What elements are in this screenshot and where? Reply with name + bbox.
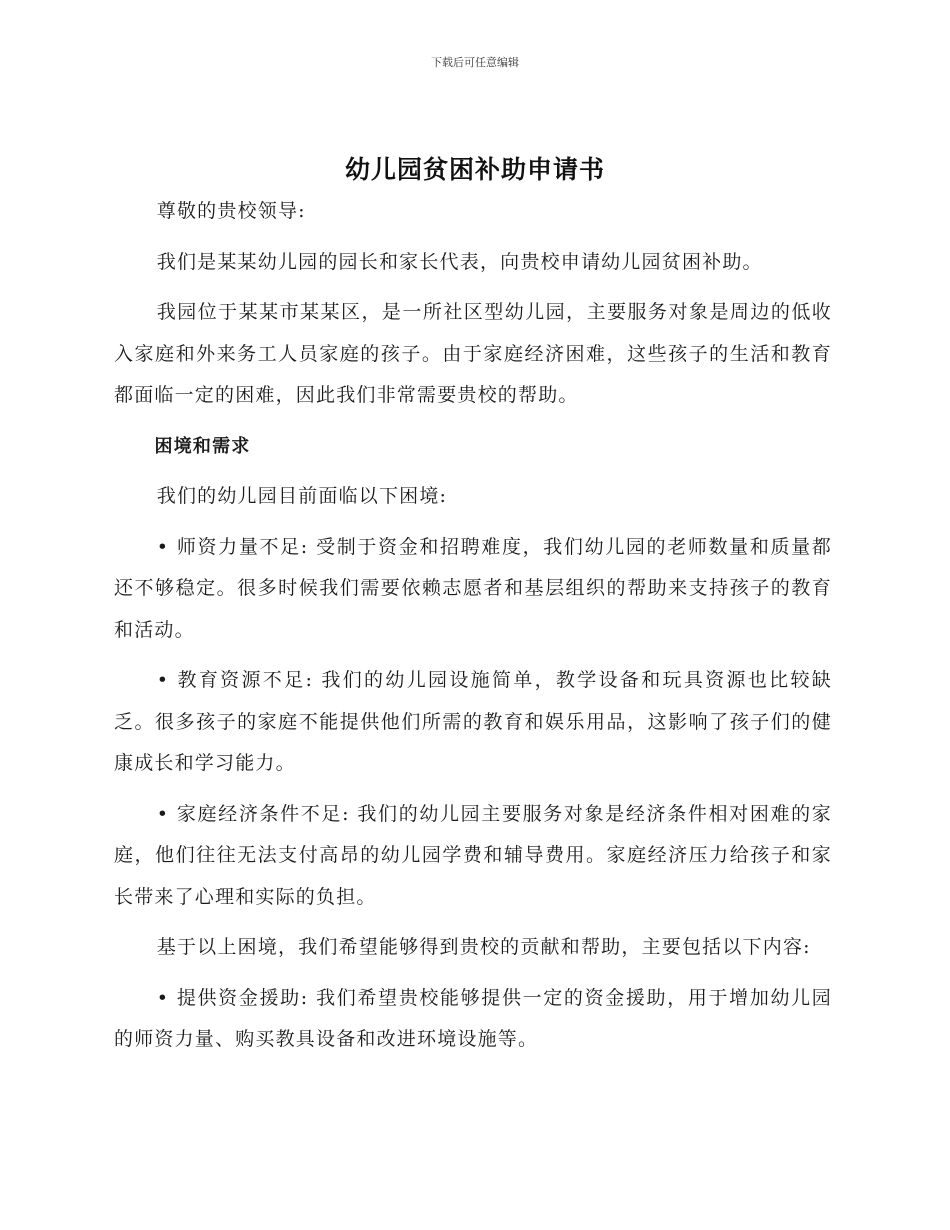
page-title: 幼儿园贫困补助申请书 <box>344 155 605 184</box>
section-heading: 困境和需求 <box>154 435 251 457</box>
requests-intro: 基于以上困境，我们希望能够得到贵校的贡献和帮助，主要包括以下内容: <box>156 936 811 958</box>
header-note: 下载后可任意编辑 <box>431 56 519 69</box>
salutation: 尊敬的贵校领导: <box>156 200 306 222</box>
document-body <box>114 191 832 1070</box>
difficulties-intro: 我们的幼儿园目前面临以下困境: <box>156 485 448 507</box>
bullet-funding: • 提供资金援助: 我们希望贵校能够提供一定的资金援助，用于增加幼儿园的师资力量、购买教具设备和改进环境设施等。 <box>114 986 832 1050</box>
bullet-resources: • 教育资源不足: 我们的幼儿园设施简单，教学设备和玩具资源也比较缺乏。很多孩子的家庭不能提供他们所需的教育和娱乐用品，这影响了孩子们的健康成长和学习能力。 <box>114 669 832 774</box>
background-paragraph: 我园位于某某市某某区，是一所社区型幼儿园，主要服务对象是周边的低收入家庭和外来务工人员家庭的孩子。由于家庭经济困难，这些孩子的生活和教育都面临一定的困难，因此我们非常需要贵校的帮助。 <box>114 301 832 406</box>
intro-paragraph: 我们是某某幼儿园的园长和家长代表，向贵校申请幼儿园贫困补助。 <box>156 250 763 273</box>
bullet-teachers: • 师资力量不足: 受制于资金和招聘难度，我们幼儿园的老师数量和质量都还不够稳定。很多时候我们需要依赖志愿者和基层组织的帮助来支持孩子的教育和活动。 <box>114 535 832 641</box>
bullet-family-economics: • 家庭经济条件不足: 我们的幼儿园主要服务对象是经济条件相对困难的家庭，他们往往无法支付高昂的幼儿园学费和辅导费用。家庭经济压力给孩子和家长带来了心理和实际的负担。 <box>114 802 832 908</box>
